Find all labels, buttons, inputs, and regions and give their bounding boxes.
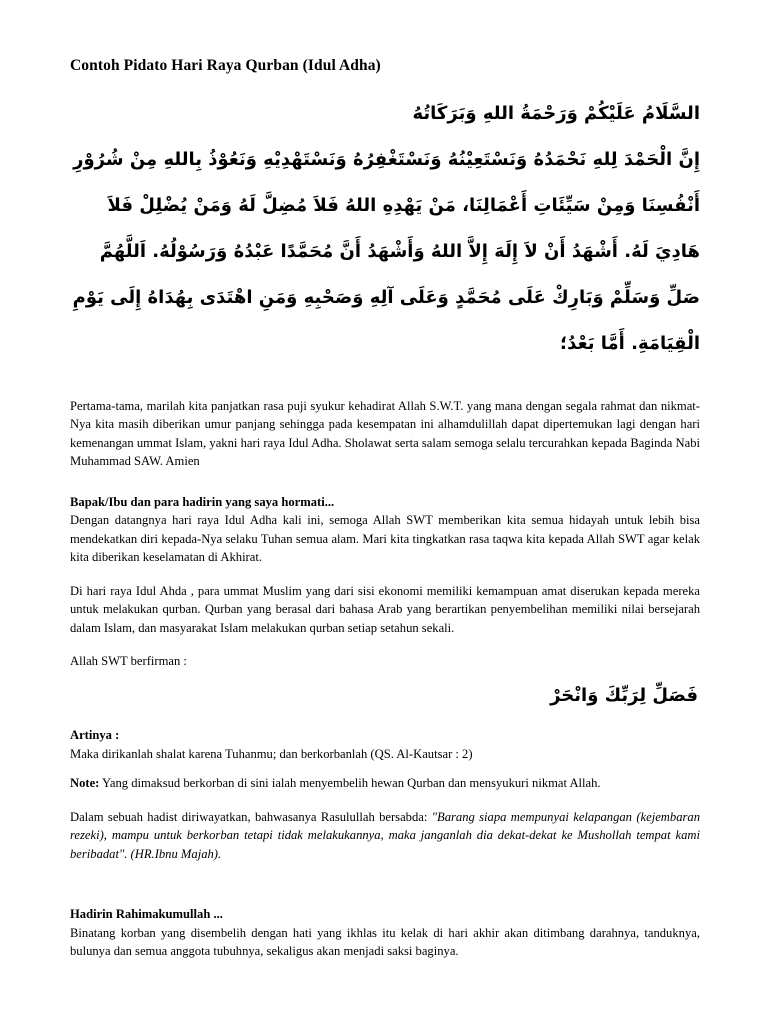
paragraph-hidayah: Dengan datangnya hari raya Idul Adha kali ini, semoga Allah SWT memberikan kita semua hidayah untuk lebih bisa mendekatkan diri kepada-Nya selaku Tuhan semua alam. Mari kita tingkatkan rasa taqwa kita kepada Allah SWT agar kelak kita diberikan keselamatan di Akhirat. bbox=[70, 513, 700, 565]
arabic-line-salawat: صَلِّ وَسَلِّمْ وَبَارِكْ عَلَى مُحَمَّدٍ وَعَلَى آلِهِ وَصَحْبِهِ وَمَنِ اهْتَدَى بِهُدَاهُ إِلَى يَوْمِ bbox=[72, 286, 700, 308]
page-title: Contoh Pidato Hari Raya Qurban (Idul Adha) bbox=[70, 57, 381, 74]
artinya-label: Artinya : bbox=[70, 728, 120, 743]
paragraph-qurban-history: Di hari raya Idul Ahda , para ummat Muslim yang dari sisi ekonomi memiliki kemampuan amat diserukan kepada mereka untuk melakukan qurban. Qurban yang berasal dari bahasa Arab yang berartikan penyembelihan memiliki nilai bersejarah dalam Islam, dan masyarakat Islam melakukan qurban setiap setahun sekali. bbox=[70, 583, 700, 635]
spacer bbox=[70, 763, 700, 774]
spacer bbox=[70, 567, 700, 582]
hadith-quote-text: "Barang siapa mempunyai kelapangan (kejembaran rezeki), mampu untuk berkorban tetapi tidak melakukannya, maka janganlah dia dekat-dekat ke Mushollah tempat kami beribadat". (HR.Ibnu Majah). bbox=[70, 809, 700, 861]
heading-hadirin-rahimakumullah: Hadirin Rahimakumullah ... bbox=[70, 907, 223, 922]
hadith-intro-text: Dalam sebuah hadist diriwayatkan, bahwasanya Rasulullah bersabda: bbox=[70, 809, 432, 824]
artinya-translation: Maka dirikanlah shalat karena Tuhanmu; dan berkorbanlah (QS. Al-Kautsar : 2) bbox=[70, 746, 473, 761]
arabic-line-anfusina: أَنْفُسِنَا وَمِنْ سَيِّئَاتِ أَعْمَالِنَا، مَنْ يَهْدِهِ اللهُ فَلاَ مُضِلَّ لَهُ وَمَنْ يُضْلِلْ فَلاَ bbox=[107, 195, 700, 217]
arabic-line-ammabadu: الْقِيَامَةِ. أَمَّا بَعْدُ؛ bbox=[559, 332, 700, 354]
paragraph-opening-praise: Pertama-tama, marilah kita panjatkan rasa puji syukur kehadirat Allah S.W.T. yang mana dengan segala rahmat dan nikmat-Nya kita masih diberikan umur panjang sehingga pada kesempatan ini alhamdulillah dapat dipertemukan lagi dengan hari kemenangan ummat Islam, yakni hari raya Idul Adha. Sholawat serta salam semoga selalu tercurahkan kepada Baginda Nabi Muhammad SAW. Amien bbox=[70, 398, 700, 469]
note-paragraph bbox=[70, 774, 700, 793]
firman-intro-text: Allah SWT berfirman : bbox=[70, 654, 187, 669]
spacer bbox=[70, 671, 700, 681]
spacer bbox=[70, 793, 700, 808]
arabic-line-hamdalah: إِنَّ الْحَمْدَ لِلهِ نَحْمَدُهُ وَنَسْتَعِيْنُهُ وَنَسْتَغْفِرُهُ وَنَسْتَهْدِيْهِ وَنَعُوْذُ بِاللهِ مِنْ شُرُوْرِ bbox=[73, 149, 700, 171]
note-body-text: Yang dimaksud berkorban di sini ialah menyembelih hewan Qurban dan mensyukuri nikmat Allah. bbox=[99, 776, 601, 791]
paragraph-binatang-korban: Binatang korban yang disembelih dengan hati yang ikhlas itu kelak di hari akhir akan ditimbang darahnya, tanduknya, bulunya dan semua anggota tubuhnya, sekaligus akan menjadi saksi baginya. bbox=[70, 925, 700, 959]
spacer bbox=[70, 471, 700, 493]
quran-verse-al-kautsar: فَصَلِّ لِرَبِّكَ وَانْحَرْ bbox=[550, 684, 698, 706]
arabic-line-shahada: هَادِيَ لَهُ. أَشْهَدُ أَنْ لاَ إِلَهَ إِلاَّ اللهُ وَأَشْهَدُ أَنَّ مُحَمَّدًا عَبْدُهُ وَرَسُوْلُهُ. اَللَّهُمَّ bbox=[99, 241, 700, 263]
opening-arabic-invocation bbox=[70, 91, 700, 366]
heading-bapak-ibu: Bapak/Ibu dan para hadirin yang saya hormati... bbox=[70, 494, 335, 509]
hadith-paragraph bbox=[70, 808, 700, 864]
note-label: Note: bbox=[70, 776, 100, 791]
spacer bbox=[70, 863, 700, 905]
arabic-line-salam: السَّلَامُ عَلَيْكُمْ وَرَحْمَةُ اللهِ وَبَرَكَاتُهُ bbox=[412, 103, 700, 125]
spacer bbox=[70, 711, 700, 726]
spacer bbox=[70, 637, 700, 652]
